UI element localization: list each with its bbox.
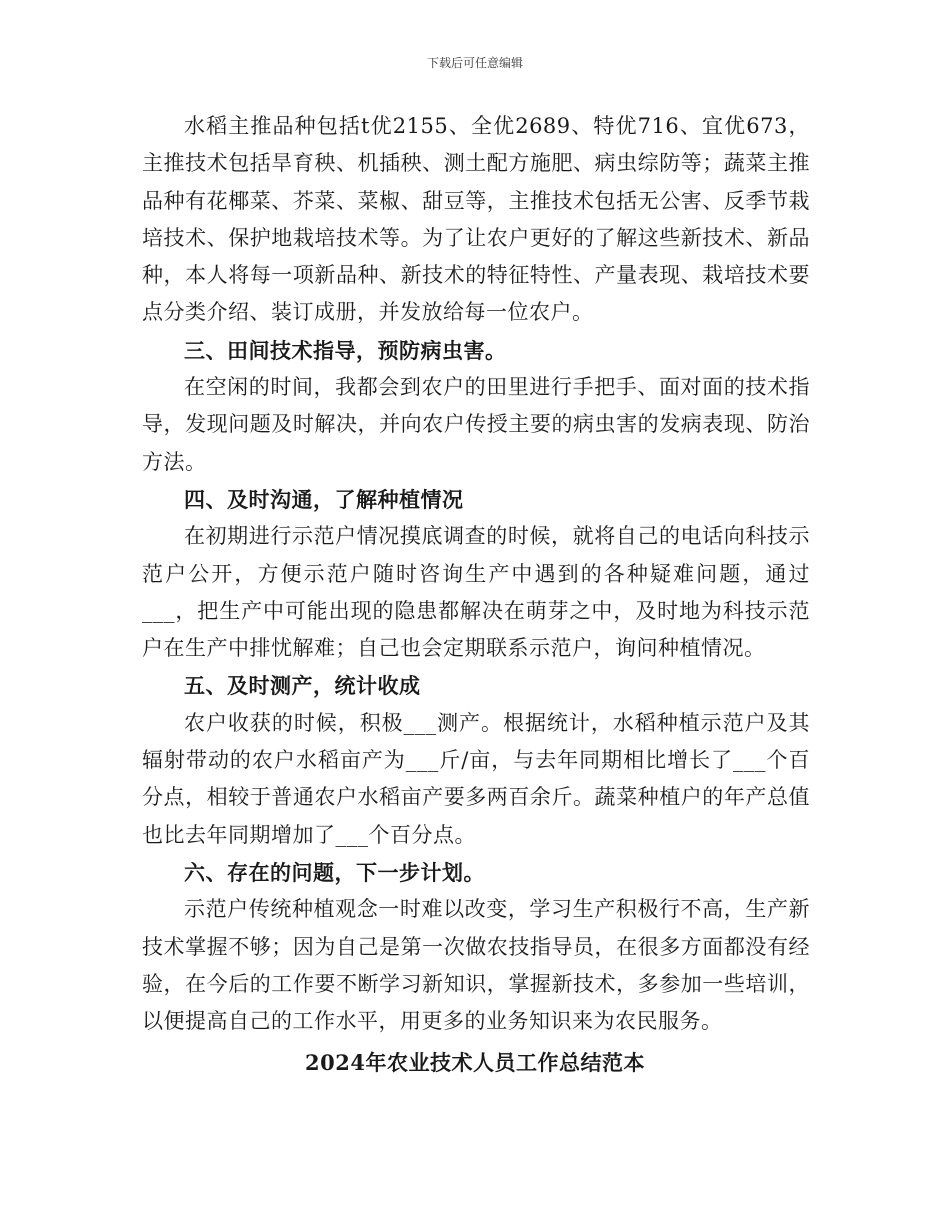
section-heading-field-guidance: 三、田间技术指导，预防病虫害。 [184,337,507,363]
paragraph-main-varieties: 水稻主推品种包括t优2155、全优2689、特优716、宜优673，主推技术包括旱育秧、机插秧、测土配方施肥、病虫综防等；蔬菜主推品种有花椰菜、芥菜、菜椒、甜豆等，主推技术包括无公害、反季节栽培技术、保护地栽培技术等。为了让农户更好的了解这些新技术、新品种，本人将每一项新品种、新技术的特征特性、产量表现、栽培技术要点分类介绍、装订成册，并发放给每一位农户。 [142,114,810,325]
section-heading-yield-measurement: 五、及时测产，统计收成 [184,673,421,699]
document-body [142,108,810,1040]
paragraph-communication: 在初期进行示范户情况摸底调查的时候，就将自己的电话向科技示范户公开，方便示范户随时咨询生产中遇到的各种疑难问题，通过___，把生产中可能出现的隐患都解决在萌芽之中，及时地为科技示范户在生产中排忧解难；自己也会定期联系示范户，询问种植情况。 [142,524,810,661]
section-heading-problems-plan: 六、存在的问题，下一步计划。 [184,859,485,885]
document-title: 2024年农业技术人员工作总结范本 [305,1050,645,1075]
page-header-note: 下载后可任意编辑 [426,56,523,70]
paragraph-yield-measurement: 农户收获的时候，积极___测产。根据统计，水稻种植示范户及其辐射带动的农户水稻亩产为___斤/亩，与去年同期相比增长了___个百分点，相较于普通农户水稻亩产要多两百余斤。蔬菜种植户的年产总值也比去年同期增加了___个百分点。 [142,710,810,847]
section-heading-communication: 四、及时沟通，了解种植情况 [184,486,464,512]
paragraph-problems-plan: 示范户传统种植观念一时难以改变，学习生产积极行不高，生产新技术掌握不够；因为自己是第一次做农技指导员，在很多方面都没有经验，在今后的工作要不断学习新知识，掌握新技术，多参加一些培训，以便提高自己的工作水平，用更多的业务知识来为农民服务。 [142,897,810,1034]
paragraph-field-guidance: 在空闲的时间，我都会到农户的田里进行手把手、面对面的技术指导，发现问题及时解决，并向农户传授主要的病虫害的发病表现、防治方法。 [142,375,810,474]
